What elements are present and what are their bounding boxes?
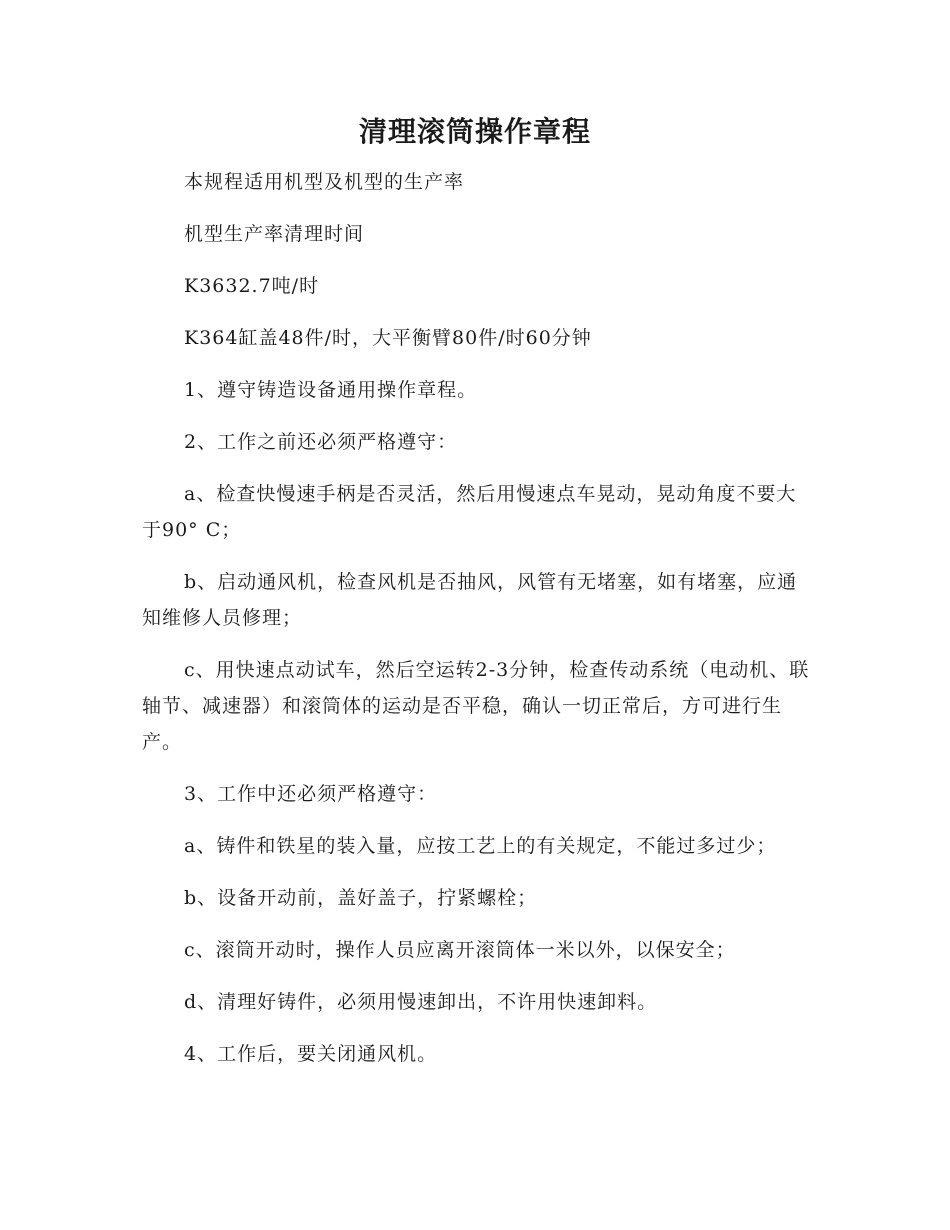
paragraph-rule-3: 3、工作中还必须严格遵守： <box>184 783 438 805</box>
paragraph-rule-3d: d、清理好铸件，必须用慢速卸出，不许用快速卸料。 <box>184 991 658 1013</box>
document-title: 清理滚筒操作章程 <box>358 115 591 148</box>
paragraph-rule-2b: b、启动通风机，检查风机是否抽风，风管有无堵塞，如有堵塞，应通知维修人员修理； <box>142 571 798 629</box>
document-body <box>142 164 812 1088</box>
paragraph-rule-2a: a、检查快慢速手柄是否灵活，然后用慢速点车晃动，晃动角度不要大于90° C； <box>142 483 797 541</box>
paragraph-rule-3c: c、滚筒开动时，操作人员应离开滚筒体一米以外，以保安全； <box>184 939 736 961</box>
paragraph-rule-3a: a、铸件和铁星的装入量，应按工艺上的有关规定，不能过多过少； <box>184 835 777 857</box>
paragraph-scope: 本规程适用机型及机型的生产率 <box>184 171 465 193</box>
paragraph-header: 机型生产率清理时间 <box>184 223 365 245</box>
paragraph-rule-2c: c、用快速点动试车，然后空运转2-3分钟，检查传动系统（电动机、联轴节、减速器）和滚筒体的运动是否平稳，确认一切正常后，方可进行生产。 <box>142 659 810 753</box>
paragraph-rule-2: 2、工作之前还必须严格遵守： <box>184 431 458 453</box>
paragraph-rule-1: 1、遵守铸造设备通用操作章程。 <box>184 379 478 401</box>
paragraph-rule-4: 4、工作后，要关闭通风机。 <box>184 1043 438 1065</box>
paragraph-rule-3b: b、设备开动前，盖好盖子，拧紧螺栓； <box>184 887 538 909</box>
paragraph-k363: K3632.7吨/时 <box>184 275 320 297</box>
paragraph-k364: K364缸盖48件/时，大平衡臂80件/时60分钟 <box>184 327 592 349</box>
